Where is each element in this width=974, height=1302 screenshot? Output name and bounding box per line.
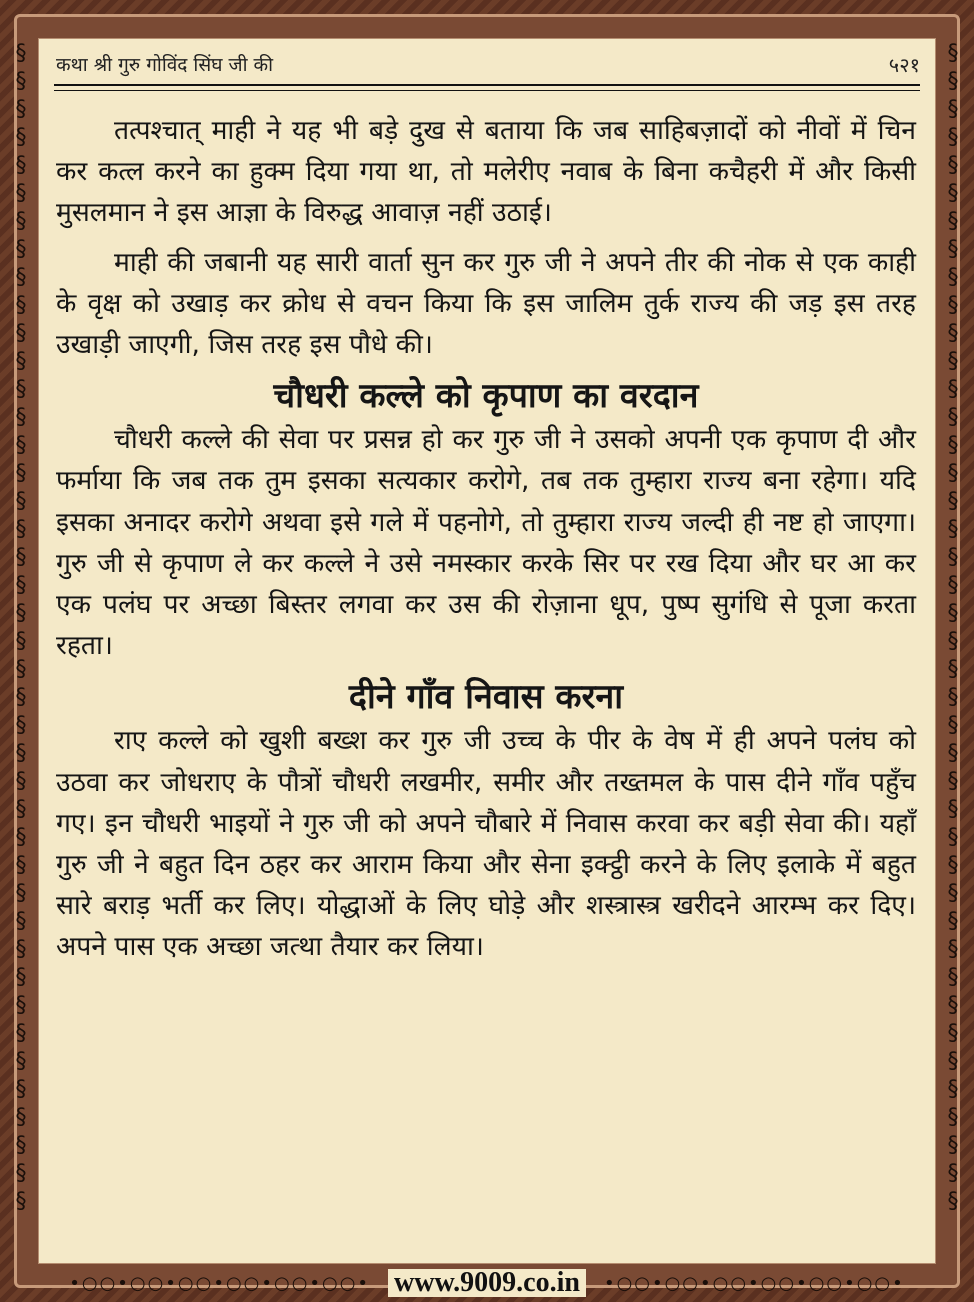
footer-ornament-right-icon: •○○•○○•○○•○○•○○•○○• [603, 1272, 905, 1294]
section-heading: दीने गाँव निवास करना [348, 677, 624, 718]
footer-ornament-left-icon: •○○•○○•○○•○○•○○•○○• [69, 1272, 371, 1294]
page-footer [38, 1268, 936, 1298]
header-rule [54, 84, 920, 86]
running-title: कथा श्री गुरु गोविंद सिंघ जी की [56, 54, 274, 76]
paragraph: माही की जबानी यह सारी वार्ता सुन कर गुरु जी ने अपने तीर की नोक से एक काही के वृक्ष को उखाड़ कर क्रोध से वचन किया कि इस जालिम तुर्क राज्य की जड़ इस तरह उखाड़ी जाएगी, जिस तरह इस पौधे की। [56, 246, 916, 361]
paragraph: चौधरी कल्ले की सेवा पर प्रसन्न हो कर गुरु जी ने उसको अपनी एक कृपाण दी और फर्माया कि जब तक तुम इसका सत्यकार करोगे, तब तक तुम्हारा राज्य बना रहेगा। यदि इसका अनादर करोगे अथवा इसे गले में पहनोगे, तो तुम्हारा राज्य जल्दी ही नष्ट हो जाएगा। गुरु जी से कृपाण ले कर कल्ले ने उसे नमस्कार करके सिर पर रख दिया और घर आ कर एक पलंघ पर अच्छा बिस्तर लगवा कर उस की रोज़ाना धूप, पुष्प सुगंधि से पूजा करता रहता। [56, 424, 916, 662]
website-url: www.9009.co.in [388, 1269, 586, 1297]
paragraph: राए कल्ले को खुशी बख्श कर गुरु जी उच्च के पीर के वेष में ही अपने पलंघ को उठवा कर जोधराए के पौत्रों चौधरी लखमीर, समीर और तख्तमल के पास दीने गाँव पहुँच गए। इन चौधरी भाइयों ने गुरु जी को अपने चौबारे में निवास करवा कर बड़ी सेवा की। यहाँ गुरु जी ने बहुत दिन ठहर कर आराम किया और सेना इक्ट्ठी करने के लिए इलाके में बहुत सारे बराड़ भर्ती कर लिए। योद्धाओं के लिए घोड़े और शस्त्रास्त्र खरीदने आरम्भ कर दिए। अपने पास एक अच्छा जत्था तैयार कर लिया। [56, 725, 916, 963]
page-number: ५२१ [888, 52, 920, 77]
paragraph: तत्पश्चात् माही ने यह भी बड़े दुख से बताया कि जब साहिबज़ादों को नीवों में चिन कर कत्ल करने का हुक्म दिया गया था, तो मलेरीए नवाब के बिना कचैहरी में और किसी मुसलमान ने इस आज्ञा के विरुद्ध आवाज़ नहीं उठाई। [56, 115, 916, 229]
book-page [38, 38, 936, 1264]
right-ornament-icon: § § § § § § § § § § § § § § § § § § § § § § § § § § § § § § § § § § § § § § § § § § [947, 41, 959, 1214]
header-rule-thin [54, 90, 920, 91]
left-ornament-icon: § § § § § § § § § § § § § § § § § § § § § § § § § § § § § § § § § § § § § § § § § § [15, 41, 27, 1214]
section-heading: चौधरी कल्ले को कृपाण का वरदान [273, 376, 699, 417]
page-header [56, 50, 920, 78]
page-body [56, 110, 916, 976]
